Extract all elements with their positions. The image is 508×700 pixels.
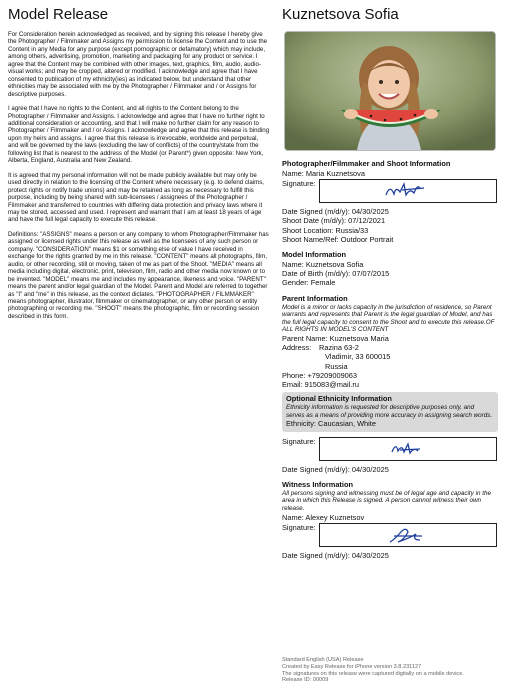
parent-signature-label: Signature: [282, 436, 316, 446]
photographer-date-signed: Date Signed (m/d/y): 04/30/2025 [282, 207, 389, 217]
release-title: Model Release [8, 6, 109, 23]
photographer-signature-row [282, 179, 498, 203]
parent-date-signed: Date Signed (m/d/y): 04/30/2025 [282, 464, 389, 474]
ethnicity-box [282, 392, 498, 431]
photographer-signature-box [319, 179, 497, 203]
witness-signature-box [319, 523, 497, 547]
shoot-date: Shoot Date (m/d/y): 07/12/2021 [282, 216, 386, 226]
model-name: Name: Kuznetsova Sofia [282, 260, 364, 270]
photographer-signature-label: Signature: [282, 179, 316, 189]
release-paragraph-privacy: It is agreed that my personal information will not be made publicly available but may only be used directly in relation to the licensing of the Content where necessary (e.g. to defend claims, protect rights or notify trade unions) and may be retained as long as necessary to fulfill this purpose, including by being shared with sub-licensees / assignees of the Photographer / Filmmaker and transferred to countries with differing data protection and privacy laws where it may be stored, accessed and used. I represent and warrant that I am at least 18 years of age and have the full legal capacity to execute this release. [8, 171, 264, 224]
parent-heading: Parent Information [282, 293, 348, 303]
release-footer [282, 657, 498, 684]
address-label: Address: [282, 343, 312, 353]
model-photo-illustration [285, 32, 495, 150]
footer-line: Standard English (USA) Release [282, 657, 364, 663]
parent-signature-row [282, 437, 498, 461]
release-paragraph-definitions: Definitions: "ASSIGNS" means a person or any company to whom Photographer/Filmmaker has assigned or licensed rights under this release as well as the licensees of any such person or company. "CONSIDERATION" means $1 or something else of value I have received in exchange for the rights granted by me in this release. "CONTENT" means all photographs, film, audio, or other recording, still or moving, taken of me as part of the Shoot. "MEDIA" means all media including digital, electronic, print, television, film, radio and other media now known or to be invented. "MODEL" means me and includes my appearance, likeness and voice. "PARENT" means the parent and/or legal guardian of the Model. Parent and Model are referred to together as "I" and "me" in this release, as the context dictates. "PHOTOGRAPHER / FILMMAKER" means photographer, illustrator, filmmaker or cinematographer, or any other person or entity photographing or recording me. "SHOOT" means the photographic, film or recording session described in this form. [8, 230, 269, 320]
parent-name: Parent Name: Kuznetsova Maria [282, 334, 389, 343]
ethnicity-heading: Optional Ethnicity Information [286, 394, 392, 404]
witness-date-signed: Date Signed (m/d/y): 04/30/2025 [282, 550, 389, 560]
parent-address [282, 343, 498, 371]
address-line: Russia [325, 361, 348, 371]
ethnicity-value: Ethnicity: Caucasian, White [286, 419, 376, 429]
photographer-signature-image [320, 180, 496, 202]
witness-signature-image [320, 524, 496, 546]
shoot-name: Shoot Name/Ref: Outdoor Portrait [282, 234, 394, 244]
model-dob: Date of Birth (m/d/y): 07/07/2015 [282, 269, 390, 279]
parent-phone: Phone: +79209009063 [282, 370, 358, 380]
address-line: Vladimir, 33 600015 [325, 352, 391, 362]
witness-note: All persons signing and witnessing must be of legal age and capacity in the area in which this Release is signed. A person cannot witness their own release. [282, 489, 491, 512]
footer-line: Release ID: 00009 [282, 677, 329, 684]
witness-signature-label: Signature: [282, 522, 316, 532]
witness-name: Name: Alexey Kuznetsov [282, 512, 365, 522]
model-photo [284, 31, 496, 151]
release-paragraph-rights: I agree that I have no rights to the Content, and all rights to the Content belong to the Photographer / Filmmaker and Assigns. I acknowledge and agree that I have no further right to additional consideration or accounting, and that I will make no further claim for any reason to Photographer / Filmmaker and / or Assigns. I acknowledge and agree that this release is binding upon my heirs and assigns. I agree that this release is irrevocable, worldwide and perpetual, and will be governed by the laws (excluding the law of conflicts) of the country/state from the following list that is nearest to the address of the Model (or Parent*) given opposite: New York, Alberta, England, Australia and New Zealand. [8, 105, 270, 165]
photographer-name: Name: Maria Kuznetsova [282, 169, 365, 178]
parent-signature-image [320, 438, 496, 460]
parent-email: Email: 915083@mail.ru [282, 380, 359, 390]
ethnicity-note: Ethnicity information is requested for descriptive purposes only, and serves as a means of providing more accuracy in assigning search words. [286, 404, 493, 419]
footer-line: Created by Easy Release for iPhone version 3.8.231127 [282, 663, 422, 670]
witness-signature-row [282, 523, 498, 547]
parent-signature-box [319, 437, 497, 461]
info-column [282, 6, 498, 560]
release-text-column [8, 6, 270, 327]
witness-heading: Witness Information [282, 479, 353, 489]
parent-note: Model is a minor or lacks capacity in the jurisdiction of residence, so Parent warrants and represents that Parent is the legal guardian of Model, and has the full legal capacity to consent to the Shoot and to execute this release.OF ALL RIGHTS IN MODEL'S CONTENT [282, 303, 495, 334]
footer-line: The signatures on this release were captured digitally on a mobile device. [282, 670, 464, 677]
model-name-title: Kuznetsova Sofia [282, 6, 399, 23]
model-heading: Model Information [282, 250, 347, 260]
model-gender: Gender: Female [282, 278, 336, 288]
address-line: Razina 63-2 [319, 343, 359, 353]
release-paragraph-consideration: For Consideration herein acknowledged as received, and by signing this release I hereby give the Photographer / Filmmaker and Assigns my permission to license the Content and to use the Content in any Media for any purpose (except pornographic or defamatory) which may include, among others, advertising, promotion, marketing and packaging for any product or service. I agree that the Content may be combined with other images, text, graphics, film, audio, audio-visual works; and may be cropped, altered or modified. I acknowledge and agree that I have consented to publication of my ethnicity(ies) as indicated below, but understand that other ethnicities may be associated with me by the Photographer / Filmmaker and / or Assigns for descriptive purposes. [8, 31, 268, 98]
photographer-heading: Photographer/Filmmaker and Shoot Information [282, 159, 451, 168]
shoot-location: Shoot Location: Russia/33 [282, 225, 369, 235]
